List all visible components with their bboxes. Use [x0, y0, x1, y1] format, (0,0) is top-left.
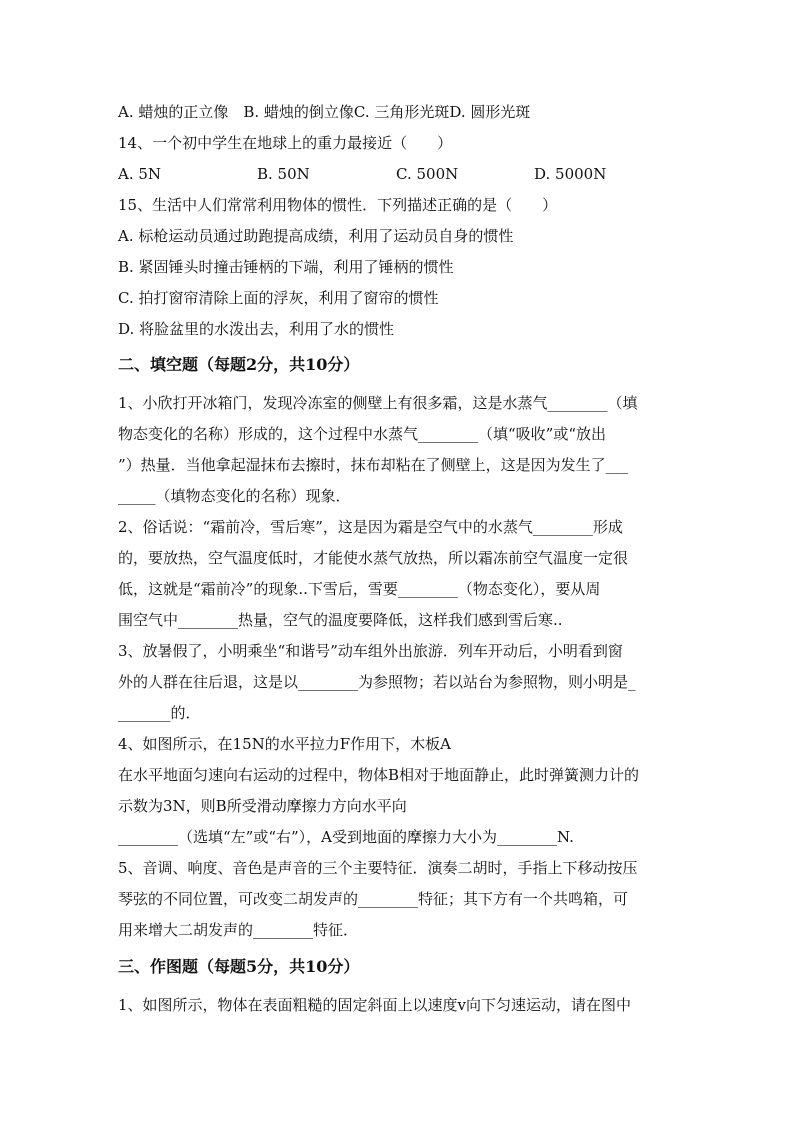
fill-q4-line1: 4、如图所示，在15N的水平拉力F作用下，木板A	[118, 735, 451, 753]
fill-q3-line2: 外的人群在往后退，这是以________为参照物；若以站台为参照物，则小明是_	[118, 673, 636, 691]
fill-q4-line4: ________（选填“左”或“右”），A受到地面的摩擦力大小为________N.	[118, 828, 574, 846]
q15-option-b: B. 紧固锤头时撞击锤柄的下端，利用了锤柄的惯性	[118, 258, 454, 276]
fill-q5-line3: 用来增大二胡发声的________特征．	[118, 921, 359, 939]
q14-option-b: B. 50N	[257, 165, 310, 183]
q15-option-a: A. 标枪运动员通过助跑提高成绩，利用了运动员自身的惯性	[118, 227, 514, 245]
fill-q2-line2: 的，要放热，空气温度低时，才能使水蒸气放热，所以霜冻前空气温度一定很	[118, 549, 629, 567]
q15-stem: 15、生活中人们常常利用物体的惯性．下列描述正确的是（ ）	[118, 196, 558, 214]
fill-q2-line3: 低，这就是“霜前冷”的现象..下雪后，雪要________（物态变化），要从周	[118, 580, 601, 598]
fill-q3-line1: 3、放暑假了，小明乘坐“和谐号”动车组外出旅游．列车开动后，小明看到窗	[118, 642, 623, 660]
q14-option-a: A. 5N	[118, 165, 162, 183]
fill-q4-line3: 示数为3N，则B所受滑动摩擦力方向水平向	[118, 797, 407, 815]
fill-q2-line4: 围空气中________热量，空气的温度要降低，这样我们感到雪后寒..	[118, 611, 563, 629]
fill-q1-line4: _____（填物态变化的名称）现象．	[118, 487, 351, 505]
q13-options: A. 蜡烛的正立像 B. 蜡烛的倒立像C. 三角形光斑D. 圆形光斑	[118, 103, 531, 121]
fill-q1-line2: 物态变化的名称）形成的，这个过程中水蒸气________（填“吸收”或“放出	[118, 425, 607, 443]
section-heading-fill-blank: 二、填空题（每题2分，共10分）	[118, 355, 360, 374]
q15-option-c: C. 拍打窗帘清除上面的浮灰，利用了窗帘的惯性	[118, 289, 439, 307]
fill-q1-line1: 1、小欣打开冰箱门，发现冷冻室的侧壁上有很多霜，这是水蒸气________（填	[118, 394, 638, 412]
q14-option-d: D. 5000N	[534, 165, 607, 183]
fill-q4-line2: 在水平地面匀速向右运动的过程中，物体B相对于地面静止，此时弹簧测力计的	[118, 766, 640, 784]
q14-stem: 14、一个初中学生在地球上的重力最接近（ ）	[118, 134, 453, 152]
q14-options	[118, 163, 678, 185]
section-heading-drawing: 三、作图题（每题5分，共10分）	[118, 957, 360, 976]
fill-q1-line3: ”）热量．当他拿起湿抹布去擦时，抹布却粘在了侧壁上，这是因为发生了___	[118, 456, 629, 474]
q15-option-d: D. 将脸盆里的水泼出去，利用了水的惯性	[118, 320, 395, 338]
drawing-q1-line1: 1、如图所示，物体在表面粗糙的固定斜面上以速度v向下匀速运动，请在图中	[118, 996, 632, 1014]
q14-option-c: C. 500N	[396, 165, 459, 183]
fill-q5-line2: 琴弦的不同位置，可改变二胡发声的________特征；其下方有一个共鸣箱，可	[118, 890, 629, 908]
fill-q5-line1: 5、音调、响度、音色是声音的三个主要特征．演奏二胡时，手指上下移动按压	[118, 859, 638, 877]
fill-q2-line1: 2、俗话说：“霜前冷，雪后寒”，这是因为霜是空气中的水蒸气________形成	[118, 518, 623, 536]
fill-q3-line3: _______的．	[118, 704, 201, 722]
